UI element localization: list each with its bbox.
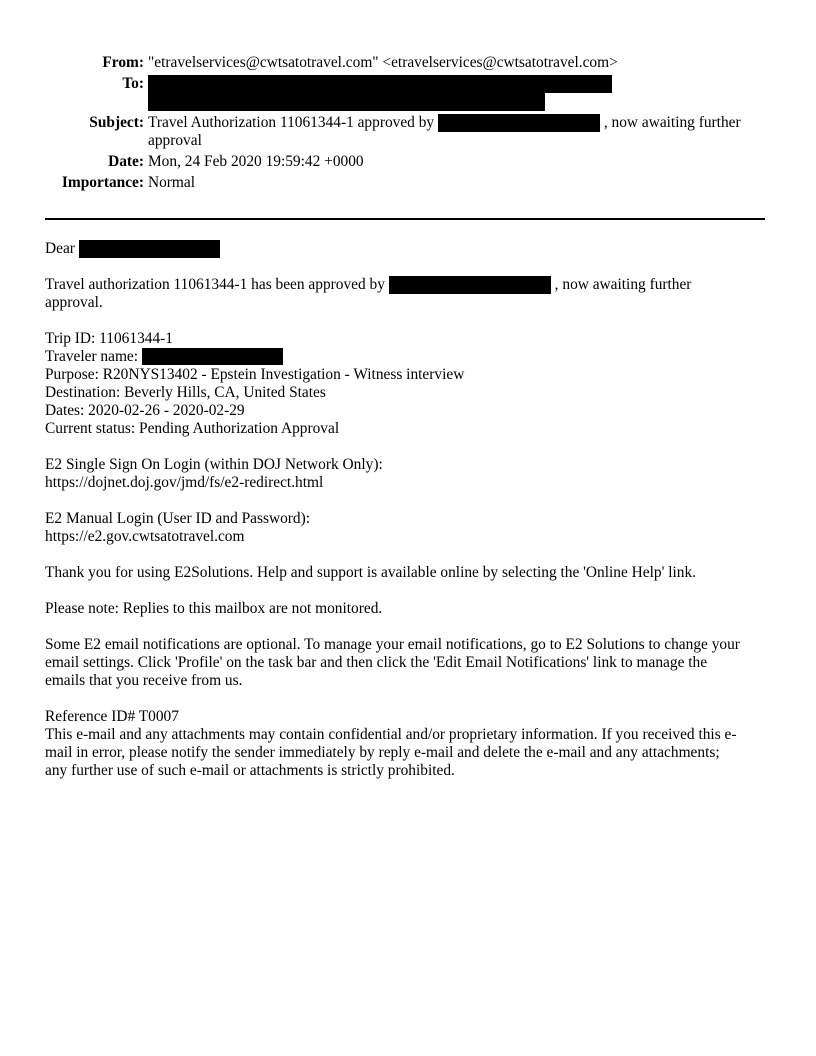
- date-row: [0, 153, 816, 171]
- disclaimer-paragraph: [45, 708, 773, 780]
- approval-paragraph: [45, 276, 773, 312]
- note-text: Please note: Replies to this mailbox are not monitored.: [45, 600, 383, 617]
- subject-text-line2: approval: [148, 132, 202, 149]
- redaction-block: [142, 348, 283, 365]
- optional-text-line2: email settings. Click 'Profile' on the task bar and then click the 'Edit Email Notifications' link to manage the: [45, 654, 708, 671]
- disclaimer-line2: mail in error, please notify the sender immediately by reply e-mail and delete the e-mail and any attachments;: [45, 744, 720, 761]
- subject-text-suffix: , now awaiting further: [603, 114, 741, 131]
- redaction-block: [148, 93, 545, 111]
- thanks-text: Thank you for using E2Solutions. Help and support is available online by selecting the 'Online Help' link.: [45, 564, 696, 581]
- subject-text-prefix: Travel Authorization 11061344-1 approved by: [148, 114, 435, 131]
- greeting-paragraph: [45, 240, 773, 258]
- from-row: [0, 54, 816, 72]
- traveler-label: Traveler name:: [45, 348, 139, 365]
- redaction-block: [438, 114, 600, 132]
- manual-login-link[interactable]: https://e2.gov.cwtsatotravel.com: [45, 528, 245, 545]
- traveler-name-line: [45, 348, 773, 366]
- importance-row: [0, 174, 816, 192]
- from-value: "etravelservices@cwtsatotravel.com" <etravelservices@cwtsatotravel.com>: [148, 54, 618, 71]
- to-row: [0, 75, 816, 111]
- optional-text-line1: Some E2 email notifications are optional. To manage your email notifications, go to E2 Solutions to change your: [45, 636, 740, 653]
- sso-label: E2 Single Sign On Login (within DOJ Network Only):: [45, 456, 383, 473]
- trip-dates: Dates: 2020-02-26 - 2020-02-29: [45, 402, 245, 419]
- date-label: Date:: [108, 153, 144, 170]
- email-header: [0, 54, 816, 195]
- trip-details: [45, 330, 773, 438]
- sso-login-paragraph: [45, 456, 773, 492]
- trip-purpose: Purpose: R20NYS13402 - Epstein Investigation - Witness interview: [45, 366, 465, 383]
- note-paragraph: [45, 600, 773, 618]
- disclaimer-line3: any further use of such e-mail or attachments is strictly prohibited.: [45, 762, 455, 779]
- sso-link[interactable]: https://dojnet.doj.gov/jmd/fs/e2-redirect.html: [45, 474, 324, 491]
- to-value: [148, 75, 772, 111]
- optional-text-line3: emails that you receive from us.: [45, 672, 243, 689]
- disclaimer-line1: This e-mail and any attachments may contain confidential and/or proprietary information. If you received this e-: [45, 726, 737, 743]
- redaction-block: [148, 75, 612, 93]
- date-value: Mon, 24 Feb 2020 19:59:42 +0000: [148, 153, 364, 170]
- trip-status: Current status: Pending Authorization Approval: [45, 420, 340, 437]
- approval-text-prefix: Travel authorization 11061344-1 has been approved by: [45, 276, 385, 293]
- from-label: From:: [102, 54, 144, 71]
- trip-id: Trip ID: 11061344-1: [45, 330, 173, 347]
- to-label: To:: [122, 75, 144, 92]
- subject-label: Subject:: [89, 114, 144, 131]
- approval-text-suffix: , now awaiting further: [554, 276, 692, 293]
- importance-value: Normal: [148, 174, 196, 191]
- redaction-block: [79, 240, 220, 258]
- thanks-paragraph: [45, 564, 773, 582]
- greeting-text: Dear: [45, 240, 75, 257]
- trip-destination: Destination: Beverly Hills, CA, United States: [45, 384, 326, 401]
- email-body: [45, 240, 773, 798]
- approval-line: [45, 276, 773, 294]
- approval-line2: approval.: [45, 294, 103, 311]
- manual-login-label: E2 Manual Login (User ID and Password):: [45, 510, 311, 527]
- subject-row: [0, 114, 816, 150]
- importance-label: Importance:: [61, 174, 144, 191]
- optional-notifications-paragraph: [45, 636, 773, 690]
- redaction-block: [389, 276, 551, 294]
- header-divider: [45, 218, 765, 220]
- subject-value: [148, 114, 772, 150]
- manual-login-paragraph: [45, 510, 773, 546]
- reference-id: Reference ID# T0007: [45, 708, 179, 725]
